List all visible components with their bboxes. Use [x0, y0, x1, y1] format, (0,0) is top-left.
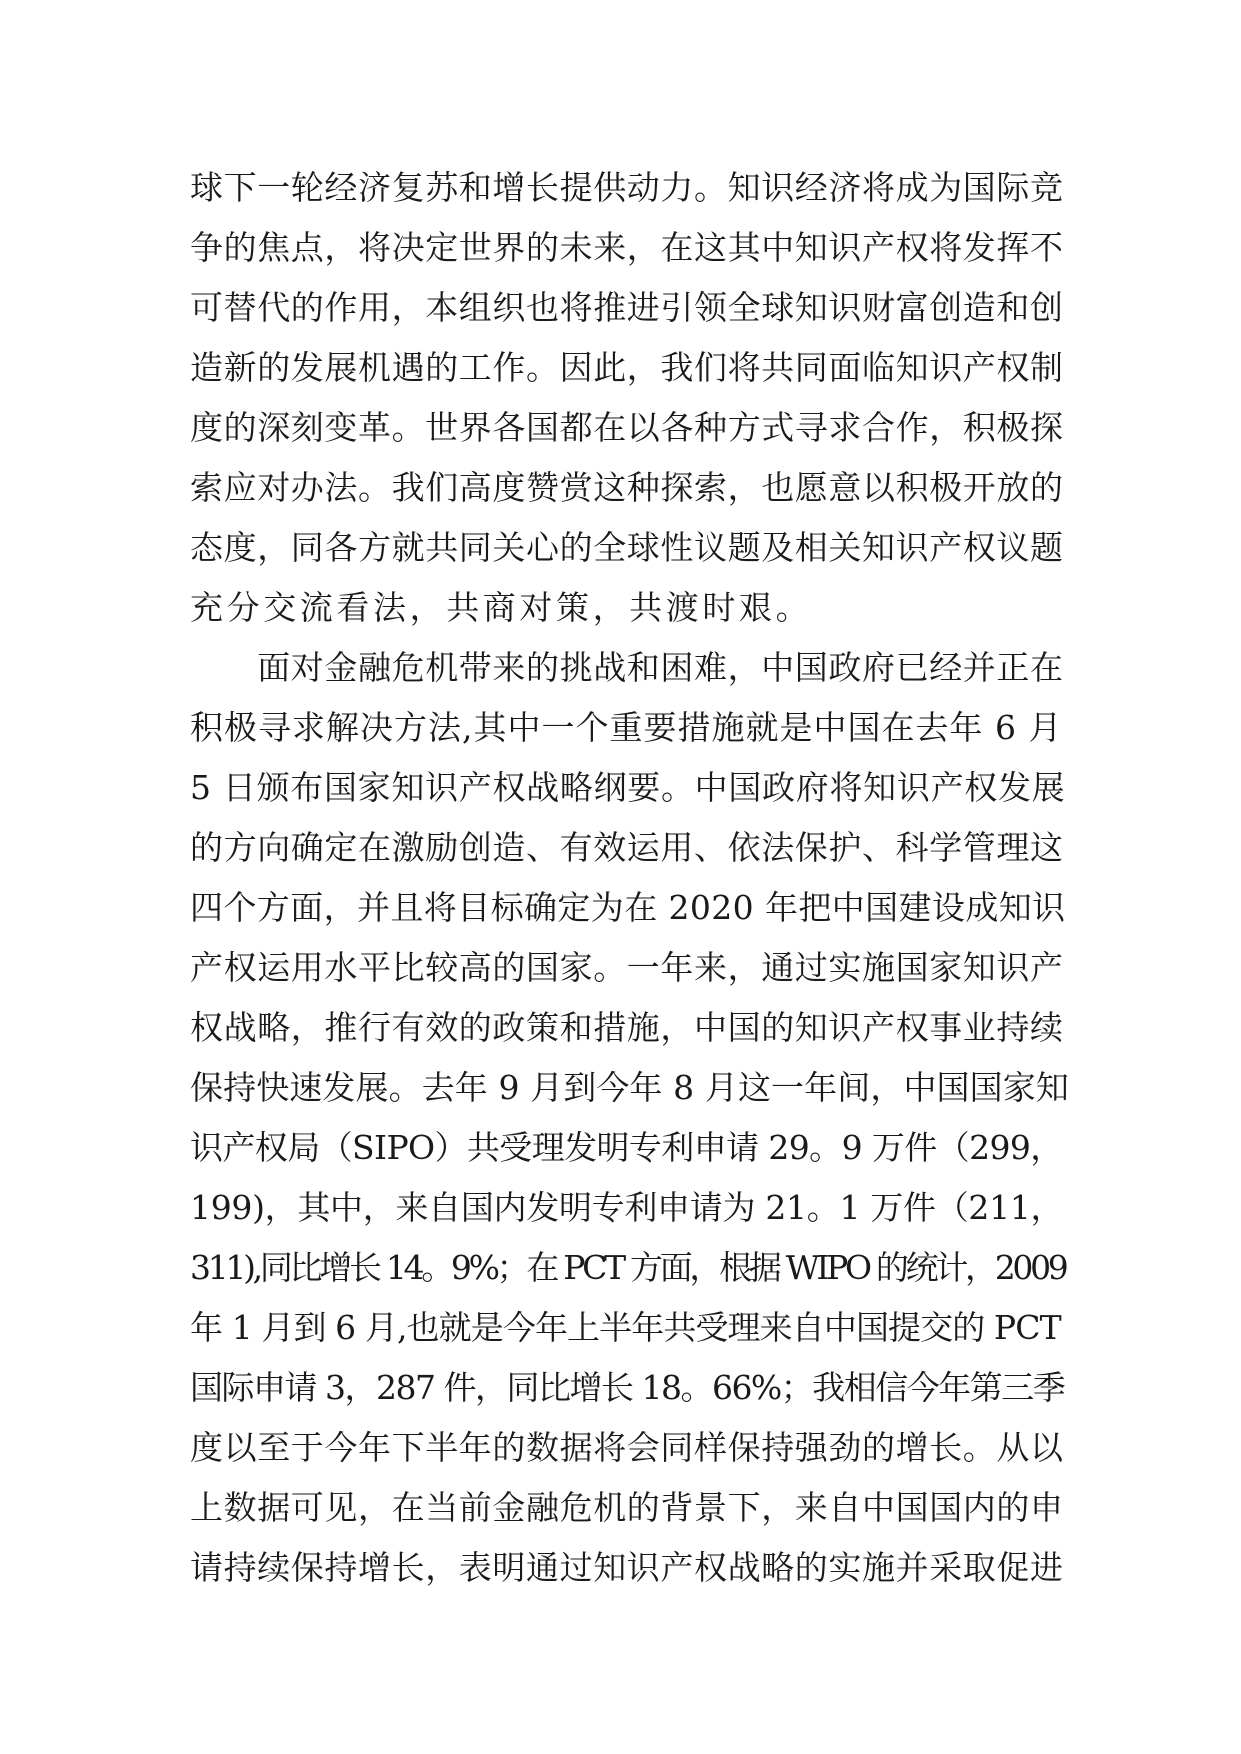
text-line: 充分交流看法，共商对策，共渡时艰。 [190, 588, 813, 627]
text-line: 度的深刻变革。世界各国都在以各种方式寻求合作，积极探 [190, 408, 1064, 447]
text-line: 311),同比增长 14。9%；在 PCT 方面，根据 WIPO 的统计，2009 [190, 1248, 1066, 1287]
text-line: 积极寻求解决方法,其中一个重要措施就是中国在去年 6 月 [190, 708, 1063, 747]
text-line: 保持快速发展。去年 9 月到今年 8 月这一年间，中国国家知 [190, 1068, 1069, 1107]
text-line: 年 1 月到 6 月,也就是今年上半年共受理来自中国提交的 PCT [190, 1308, 1061, 1347]
text-line: 权战略，推行有效的政策和措施，中国的知识产权事业持续 [190, 1008, 1064, 1047]
text-line: 球下一轮经济复苏和增长提供动力。知识经济将成为国际竞 [190, 168, 1064, 207]
text-line: 度以至于今年下半年的数据将会同样保持强劲的增长。从以 [190, 1428, 1064, 1467]
text-line: 上数据可见，在当前金融危机的背景下，来自中国国内的申 [190, 1488, 1064, 1527]
text-line: 5 日颁布国家知识产权战略纲要。中国政府将知识产权发展 [190, 768, 1066, 807]
text-line: 产权运用水平比较高的国家。一年来，通过实施国家知识产 [190, 948, 1064, 987]
text-line: 的方向确定在激励创造、有效运用、依法保护、科学管理这 [190, 828, 1064, 867]
text-line: 199)，其中，来自国内发明专利申请为 21。1 万件（211， [190, 1188, 1064, 1227]
text-line: 请持续保持增长，表明通过知识产权战略的实施并采取促进 [190, 1548, 1064, 1587]
text-line: 争的焦点，将决定世界的未来，在这其中知识产权将发挥不 [190, 228, 1064, 267]
text-line: 态度，同各方就共同关心的全球性议题及相关知识产权议题 [190, 528, 1064, 567]
paragraph-start-line: 面对金融危机带来的挑战和困难，中国政府已经并正在 [190, 648, 1064, 687]
text-line: 识产权局（SIPO）共受理发明专利申请 29。9 万件（299， [190, 1128, 1063, 1167]
text-line: 造新的发展机遇的工作。因此，我们将共同面临知识产权制 [190, 348, 1064, 387]
text-line: 可替代的作用，本组织也将推进引领全球知识财富创造和创 [190, 288, 1064, 327]
body-text [190, 158, 1069, 1598]
text-line: 国际申请 3，287 件，同比增长 18。66%；我相信今年第三季 [190, 1368, 1065, 1407]
text-line: 索应对办法。我们高度赞赏这种探索，也愿意以积极开放的 [190, 468, 1064, 507]
text-line: 四个方面，并且将目标确定为在 2020 年把中国建设成知识 [190, 888, 1066, 927]
